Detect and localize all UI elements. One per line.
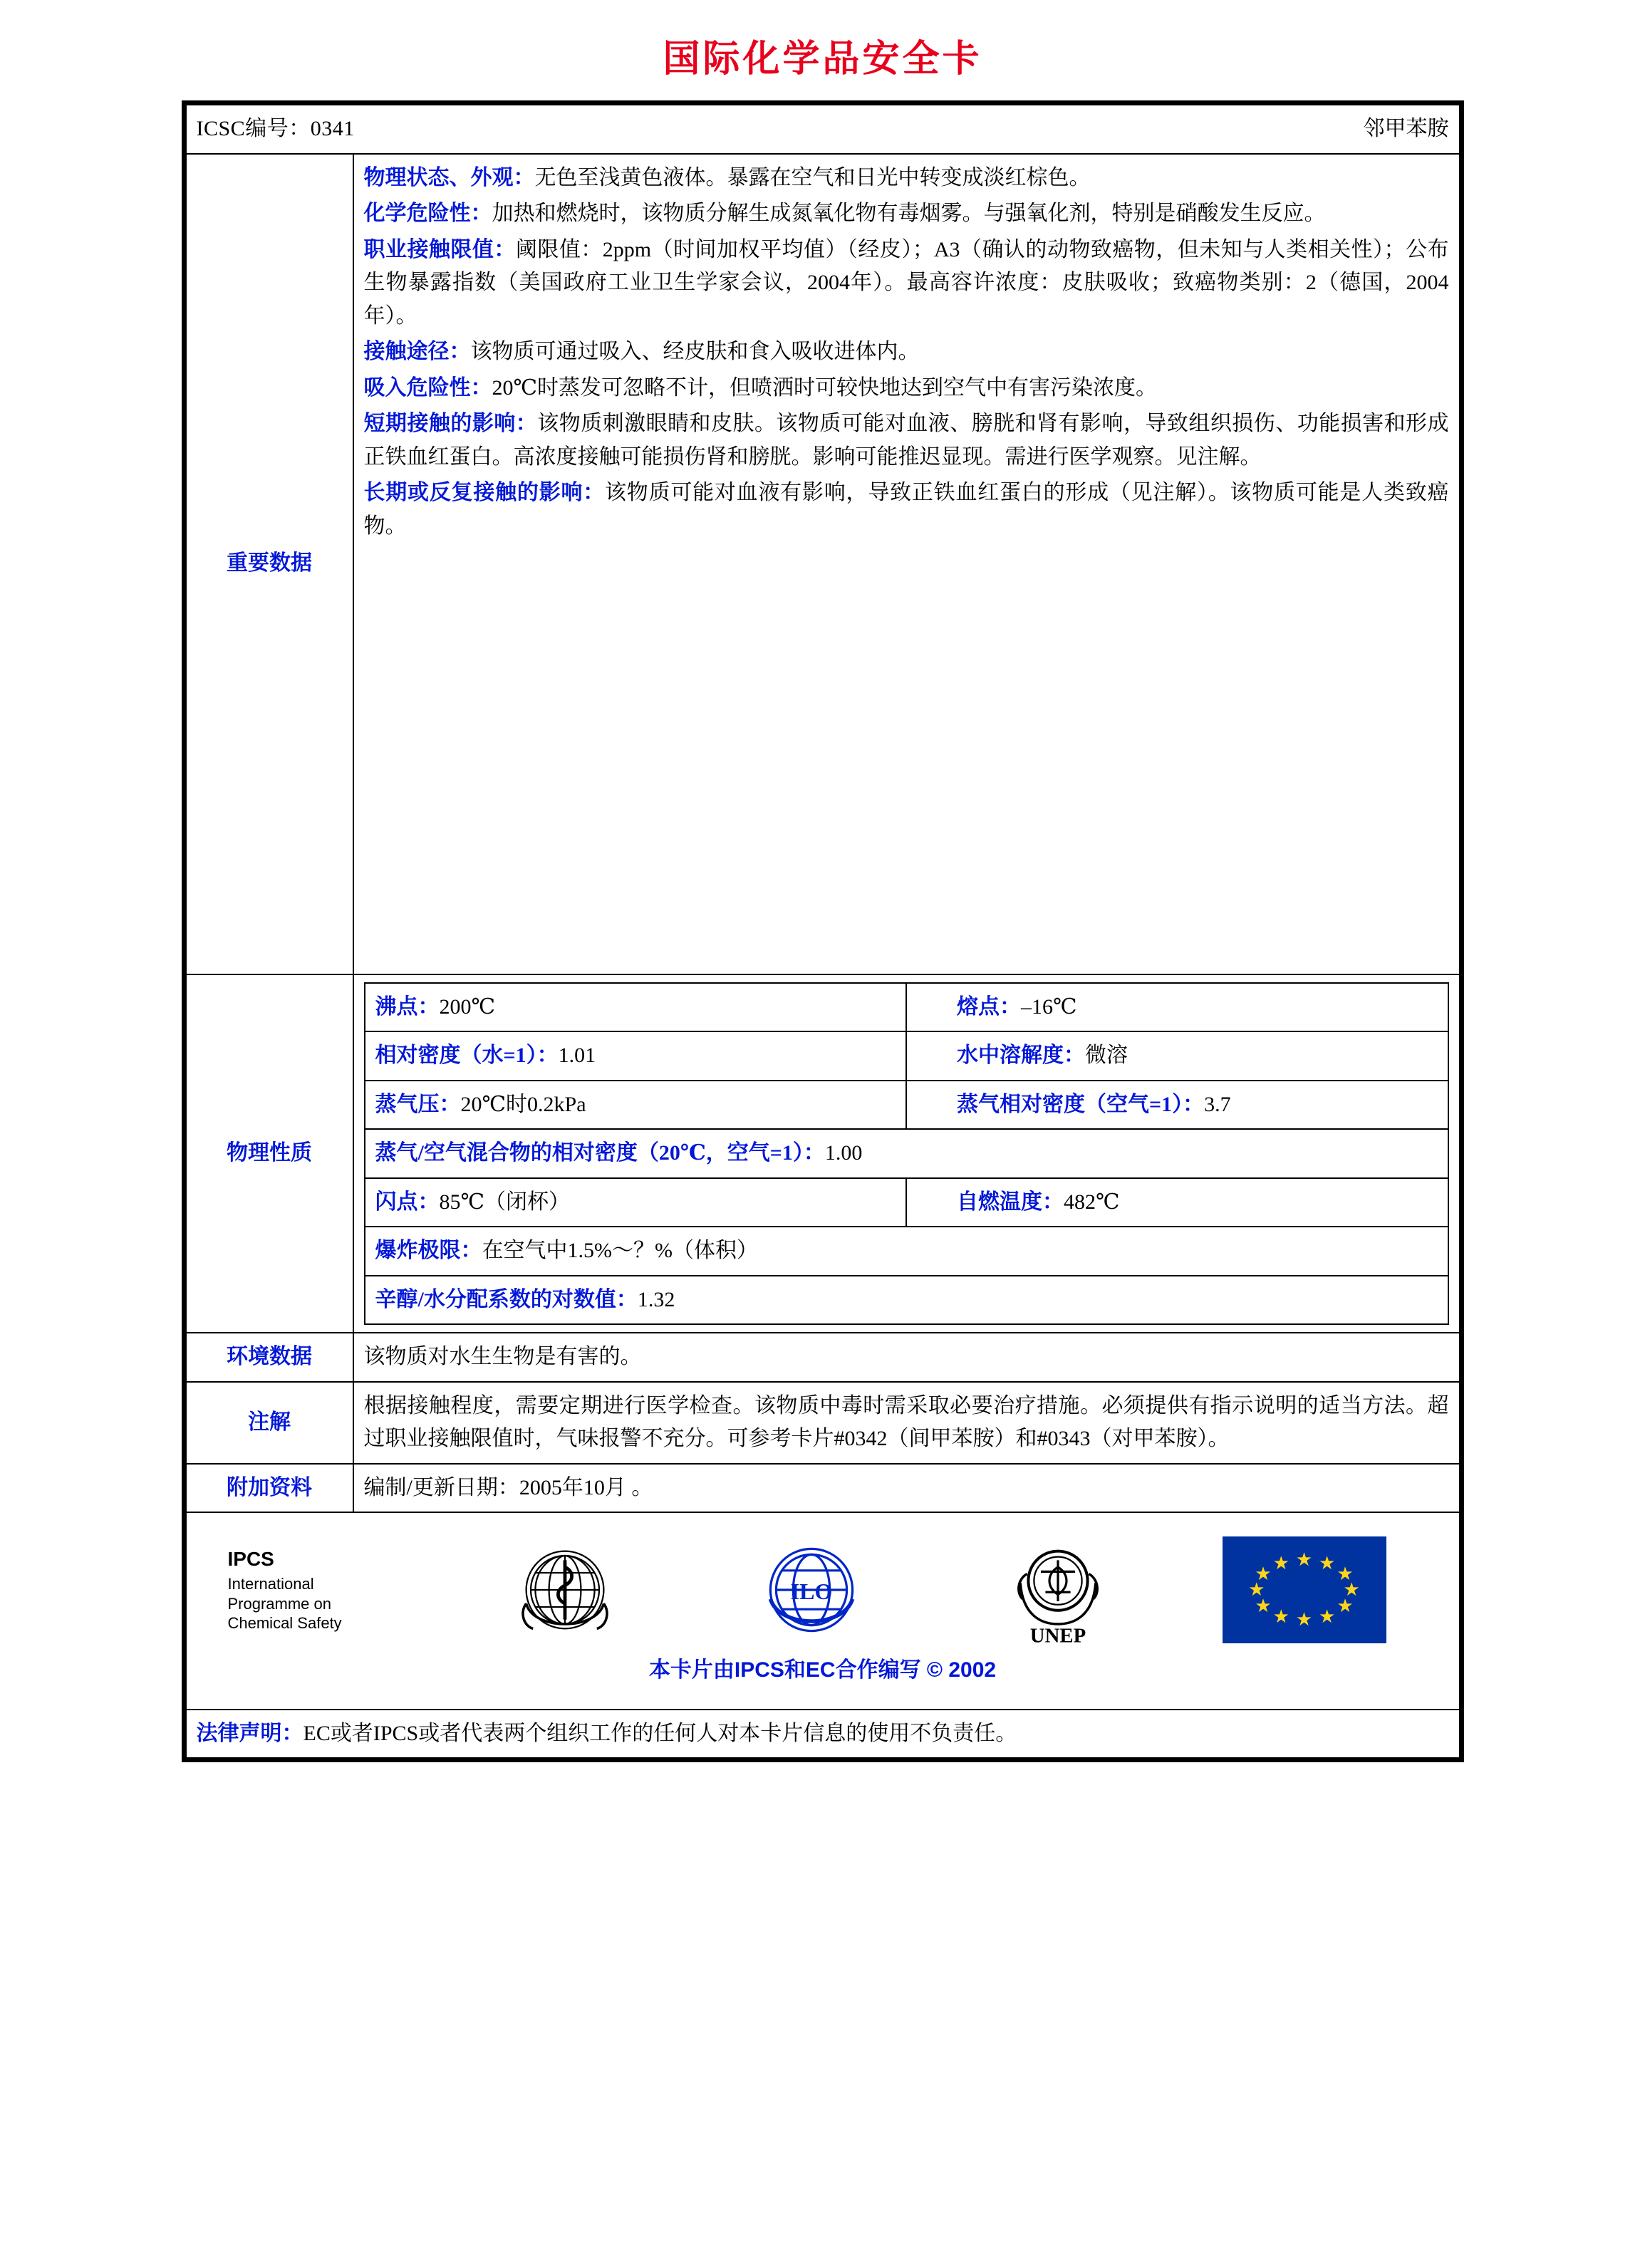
property-row xyxy=(365,1227,1448,1276)
item-heading: 短期接触的影响： xyxy=(363,412,538,435)
property-cell xyxy=(365,1129,1448,1178)
icsc-number: 0341 xyxy=(310,117,355,140)
property-cell xyxy=(365,1276,1448,1325)
important-data-item xyxy=(364,477,1449,543)
icsc-number-block xyxy=(197,113,1010,146)
environmental-data-content: 该物质对水生生物是有害的。 xyxy=(353,1333,1460,1382)
property-heading: 蒸气/空气混合物的相对密度（20℃，空气=1）： xyxy=(375,1141,825,1165)
item-text: 该物质刺激眼睛和皮肤。该物质可能对血液、膀胱和肾有影响，导致组织损伤、功能损害和形成正铁血红蛋白。高浓度接触可能损伤肾和膀胱。影响可能推迟显现。需进行医学观察。见注解。 xyxy=(363,412,1449,469)
item-heading: 职业接触限值： xyxy=(363,237,516,261)
property-heading: 辛醇/水分配系数的对数值： xyxy=(375,1287,638,1311)
property-row xyxy=(365,1178,1448,1227)
ilo-logo-icon xyxy=(744,1533,879,1647)
important-data-item xyxy=(364,335,1449,369)
item-text: 加热和燃烧时，该物质分解生成氮氧化物有毒烟雾。与强氧化剂，特别是硝酸发生反应。 xyxy=(492,202,1326,225)
environmental-data-row xyxy=(186,1333,1460,1382)
additional-info-row xyxy=(186,1464,1460,1513)
organisation-logos xyxy=(197,1520,1449,1651)
important-data-item xyxy=(364,372,1449,405)
eu-flag-slot xyxy=(1181,1536,1428,1643)
property-row xyxy=(365,1129,1448,1178)
ipcs-fullname-line1: International xyxy=(227,1575,314,1593)
item-heading: 物理状态、外观： xyxy=(363,165,535,189)
physical-properties-label: 物理性质 xyxy=(186,974,353,1333)
notes-row xyxy=(186,1382,1460,1464)
logos-cell xyxy=(186,1512,1460,1710)
environmental-data-label: 环境数据 xyxy=(186,1333,353,1382)
notes-label: 注解 xyxy=(186,1382,353,1464)
important-data-label: 重要数据 xyxy=(186,154,353,974)
property-heading: 闪点： xyxy=(375,1190,440,1214)
page-title: 国际化学品安全卡 xyxy=(663,38,982,80)
properties-table xyxy=(364,982,1449,1326)
property-value: 482℃ xyxy=(1064,1190,1120,1214)
property-value: 1.32 xyxy=(637,1287,675,1311)
property-heading: 水中溶解度： xyxy=(957,1044,1085,1067)
property-row xyxy=(365,1081,1448,1130)
important-data-item xyxy=(364,197,1449,231)
unep-logo-slot xyxy=(935,1533,1181,1647)
additional-info-label: 附加资料 xyxy=(186,1464,353,1513)
ilo-logo-slot xyxy=(688,1533,935,1647)
card-header-row xyxy=(186,105,1460,154)
property-value: 200℃ xyxy=(439,994,496,1019)
item-heading: 长期或反复接触的影响： xyxy=(363,481,606,504)
important-data-item xyxy=(364,407,1449,474)
important-data-row xyxy=(186,154,1460,974)
property-cell xyxy=(906,1081,1448,1130)
property-heading: 熔点： xyxy=(957,994,1021,1019)
property-value: –16℃ xyxy=(1021,994,1077,1019)
property-value: 微溶 xyxy=(1085,1044,1128,1067)
legal-text: EC或者IPCS或者代表两个组织工作的任何人对本卡片信息的使用不负责任。 xyxy=(303,1721,1017,1745)
physical-properties-content xyxy=(353,974,1460,1333)
item-text: 该物质可通过吸入、经皮肤和食入吸收进体内。 xyxy=(470,340,920,363)
important-data-item xyxy=(364,234,1449,333)
card-header xyxy=(186,105,1460,154)
who-logo-icon xyxy=(497,1533,633,1647)
logos-row xyxy=(186,1512,1460,1710)
ipcs-fullname-line2: Programme on xyxy=(227,1594,332,1613)
property-cell xyxy=(906,983,1448,1032)
ipcs-text-logo xyxy=(218,1546,442,1633)
property-value: 1.01 xyxy=(558,1044,596,1067)
property-cell xyxy=(365,1081,907,1130)
item-text: 无色至浅黄色液体。暴露在空气和日光中转变成淡红棕色。 xyxy=(534,165,1091,189)
notes-content: 根据接触程度，需要定期进行医学检查。该物质中毒时需采取必要治疗措施。必须提供有指示说明的适当方法。超过职业接触限值时，气味报警不充分。可参考卡片#0342（间甲苯胺）和#0343（对甲苯胺）。 xyxy=(353,1382,1460,1464)
property-heading: 沸点： xyxy=(375,994,440,1019)
cooperation-note: 本卡片由IPCS和EC合作编写 © 2002 xyxy=(648,1658,997,1682)
property-value: 1.00 xyxy=(824,1141,863,1165)
ipcs-fullname-line3: Chemical Safety xyxy=(227,1614,342,1633)
unep-logo-icon xyxy=(990,1533,1126,1647)
legal-notice-row xyxy=(186,1710,1460,1759)
ipcs-acronym: IPCS xyxy=(227,1548,274,1571)
property-heading: 蒸气压： xyxy=(375,1092,461,1116)
property-value: 85℃（闭杯） xyxy=(439,1190,571,1214)
legal-notice xyxy=(186,1710,1460,1759)
property-row xyxy=(365,1031,1448,1081)
svg-text:ILO: ILO xyxy=(790,1578,832,1604)
legal-label: 法律声明： xyxy=(196,1721,303,1745)
item-text: 阈限值：2ppm（时间加权平均值）（经皮）；A3（确认的动物致癌物，但未知与人类相关性）；公布生物暴露指数（美国政府工业卫生学家会议，2004年）。最高容许浓度：皮肤吸收；致癌物类别：2（德国，2004年）。 xyxy=(363,237,1449,328)
property-heading: 相对密度（水=1）： xyxy=(375,1044,559,1067)
property-cell xyxy=(365,1227,1448,1276)
item-heading: 吸入危险性： xyxy=(363,375,492,400)
additional-info-content: 编制/更新日期：2005年10月 。 xyxy=(353,1464,1460,1513)
icsc-label: ICSC编号： xyxy=(196,117,311,140)
important-data-content xyxy=(353,154,1460,974)
item-heading: 化学危险性： xyxy=(363,202,492,225)
property-row xyxy=(365,1276,1448,1325)
property-row xyxy=(365,983,1448,1032)
physical-properties-row xyxy=(186,974,1460,1333)
item-text: 该物质可能对血液有影响，导致正铁血红蛋白的形成（见注解）。该物质可能是人类致癌物。 xyxy=(363,481,1449,538)
property-cell xyxy=(906,1178,1448,1227)
property-cell xyxy=(365,1178,907,1227)
property-cell xyxy=(906,1031,1448,1081)
item-heading: 接触途径： xyxy=(363,340,471,363)
property-heading: 爆炸极限： xyxy=(375,1239,482,1262)
eu-flag-icon: ★ ★ ★ ★ ★ ★ ★ ★ ★ ★ ★ ★ xyxy=(1223,1536,1386,1643)
property-value: 在空气中1.5%～？%（体积） xyxy=(482,1239,758,1262)
property-cell xyxy=(365,1031,907,1081)
icsc-table xyxy=(185,104,1460,1759)
icsc-card xyxy=(182,100,1464,1762)
property-heading: 自燃温度： xyxy=(957,1190,1064,1214)
unep-label: UNEP xyxy=(1029,1624,1086,1647)
property-value: 20℃时0.2kPa xyxy=(460,1092,586,1116)
property-cell xyxy=(365,983,907,1032)
who-logo-slot xyxy=(442,1533,688,1647)
substance-name: 邻甲苯胺 xyxy=(1363,117,1449,140)
property-heading: 蒸气相对密度（空气=1）： xyxy=(957,1092,1205,1116)
property-value: 3.7 xyxy=(1204,1092,1231,1116)
item-text: 20℃时蒸发可忽略不计，但喷洒时可较快地达到空气中有害污染浓度。 xyxy=(492,375,1158,400)
important-data-item xyxy=(364,162,1449,195)
